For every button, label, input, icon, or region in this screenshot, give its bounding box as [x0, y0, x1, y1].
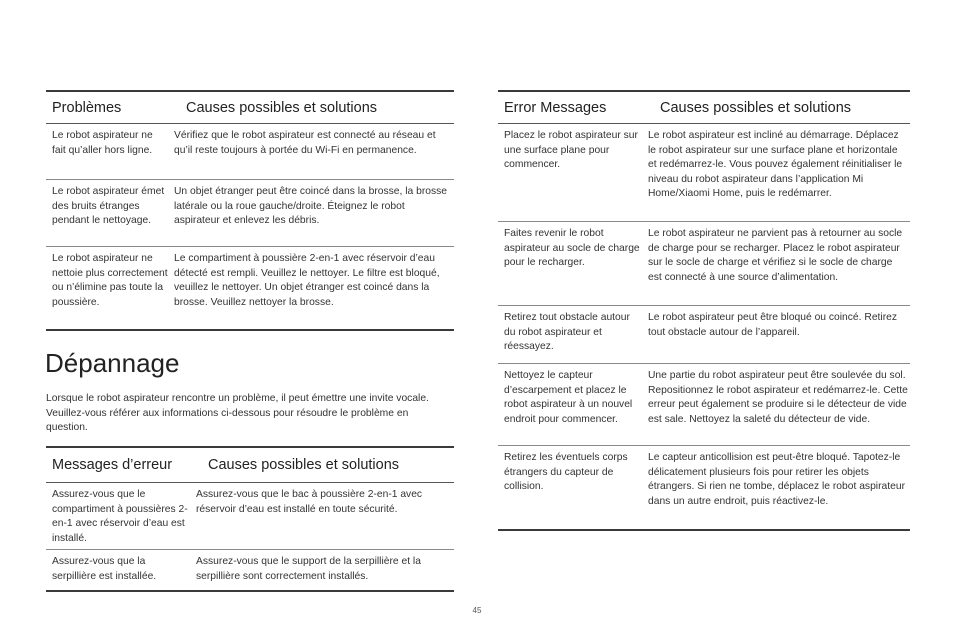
message-cell: Retirez tout obstacle autour du robot aspirateur et réessayez. [504, 312, 630, 352]
message-cell: Assurez-vous que la serpillière est installée. [52, 556, 157, 582]
message-cell: Placez le robot aspirateur sur une surface plane pour commencer. [504, 130, 638, 170]
column-header-error-messages: Error Messages [504, 99, 607, 116]
column-header-solutions: Causes possibles et solutions [660, 99, 852, 116]
table-header [46, 92, 454, 124]
solution-cell: Le capteur anticollision est peut-être bloqué. Tapotez-le délicatement plusieurs fois pour retirer les objets étrangers. Si rien ne tombe, déplacez le robot aspirateur dans un autre endroit, puis réactivez-le. [648, 452, 905, 507]
problems-table [46, 90, 454, 331]
solution-cell: Une partie du robot aspirateur peut être soulevée du sol. Repositionnez le robot aspirateur et redémarrez-le. Cette erreur peut également se produire si le détecteur de vide est sale. Nettoyez la saleté du détecteur de vide. [648, 370, 908, 425]
table-row [498, 364, 910, 446]
solution-cell: Assurez-vous que le bac à poussière 2-en-1 avec réservoir d’eau est installé en toute sécurité. [196, 489, 423, 515]
column-header-solutions: Causes possibles et solutions [186, 99, 378, 116]
table-row [46, 247, 454, 329]
table-row [498, 222, 910, 306]
solution-cell: Vérifiez que le robot aspirateur est connecté au réseau et qu’il reste toujours à portée du Wi-Fi en permanence. [174, 130, 436, 156]
error-messages-table-right [498, 90, 910, 531]
table-row [46, 550, 454, 590]
column-header-solutions: Causes possibles et solutions [208, 457, 400, 473]
table-row [46, 124, 454, 180]
problem-cell: Le robot aspirateur ne fait qu’aller hors ligne. [52, 130, 153, 156]
section-intro: Lorsque le robot aspirateur rencontre un problème, il peut émettre une invite vocale. Veuillez-vous référer aux informations ci-dessous pour résoudre le problème en question. [46, 393, 429, 433]
problem-cell: Le robot aspirateur ne nettoie plus correctement ou n’élimine pas toute la poussière. [52, 253, 168, 308]
solution-cell: Le robot aspirateur est incliné au démarrage. Déplacez le robot aspirateur sur une surface plane et horizontale et redémarrez-le. Vous pouvez également réinitialiser le niveau du robot aspirateur dans l’application Mi Home/Xiaomi Home, puis le redémarrer. [648, 130, 903, 199]
solution-cell: Le robot aspirateur ne parvient pas à retourner au socle de charge pour se recharger. Placez le robot aspirateur sur le socle de charge et vérifiez si le socle de charge est connecté à une source d’alimentation. [648, 228, 903, 283]
section-title: Dépannage [45, 348, 180, 378]
table-row [498, 306, 910, 364]
table-row [46, 180, 454, 247]
solution-cell: Le compartiment à poussière 2-en-1 avec réservoir d’eau détecté est rempli. Veuillez le nettoyer. Le filtre est bloqué, veuillez le nettoyer. Un objet étranger est coincé dans la brosse. Veuillez nettoyer la brosse. [174, 253, 440, 308]
message-cell: Faites revenir le robot aspirateur au socle de charge pour le recharger. [504, 228, 640, 268]
solution-cell: Un objet étranger peut être coincé dans la brosse, la brosse latérale ou la roue gauche/droite. Éteignez le robot aspirateur et enlevez les débris. [174, 186, 448, 226]
table-row [498, 124, 910, 222]
column-header-messages: Messages d’erreur [52, 457, 173, 473]
message-cell: Nettoyez le capteur d’escarpement et placez le robot aspirateur à un nouvel endroit pour commencer. [504, 370, 633, 425]
solution-cell: Assurez-vous que le support de la serpillière et la serpillière sont correctement installés. [196, 556, 421, 582]
table-row [498, 446, 910, 529]
solution-cell: Le robot aspirateur peut être bloqué ou coincé. Retirez tout obstacle autour de l’appareil. [648, 312, 897, 338]
table-header [498, 92, 910, 124]
error-messages-table [46, 446, 454, 592]
problem-cell: Le robot aspirateur émet des bruits étranges pendant le nettoyage. [52, 186, 165, 226]
column-header-problems: Problèmes [52, 99, 122, 116]
table-header [46, 448, 454, 483]
message-cell: Assurez-vous que le compartiment à poussières 2-en-1 avec réservoir d’eau est installé. [52, 489, 188, 544]
table-row [46, 483, 454, 550]
page-number: 45 [472, 606, 482, 615]
message-cell: Retirez les éventuels corps étrangers du capteur de collision. [504, 452, 628, 492]
